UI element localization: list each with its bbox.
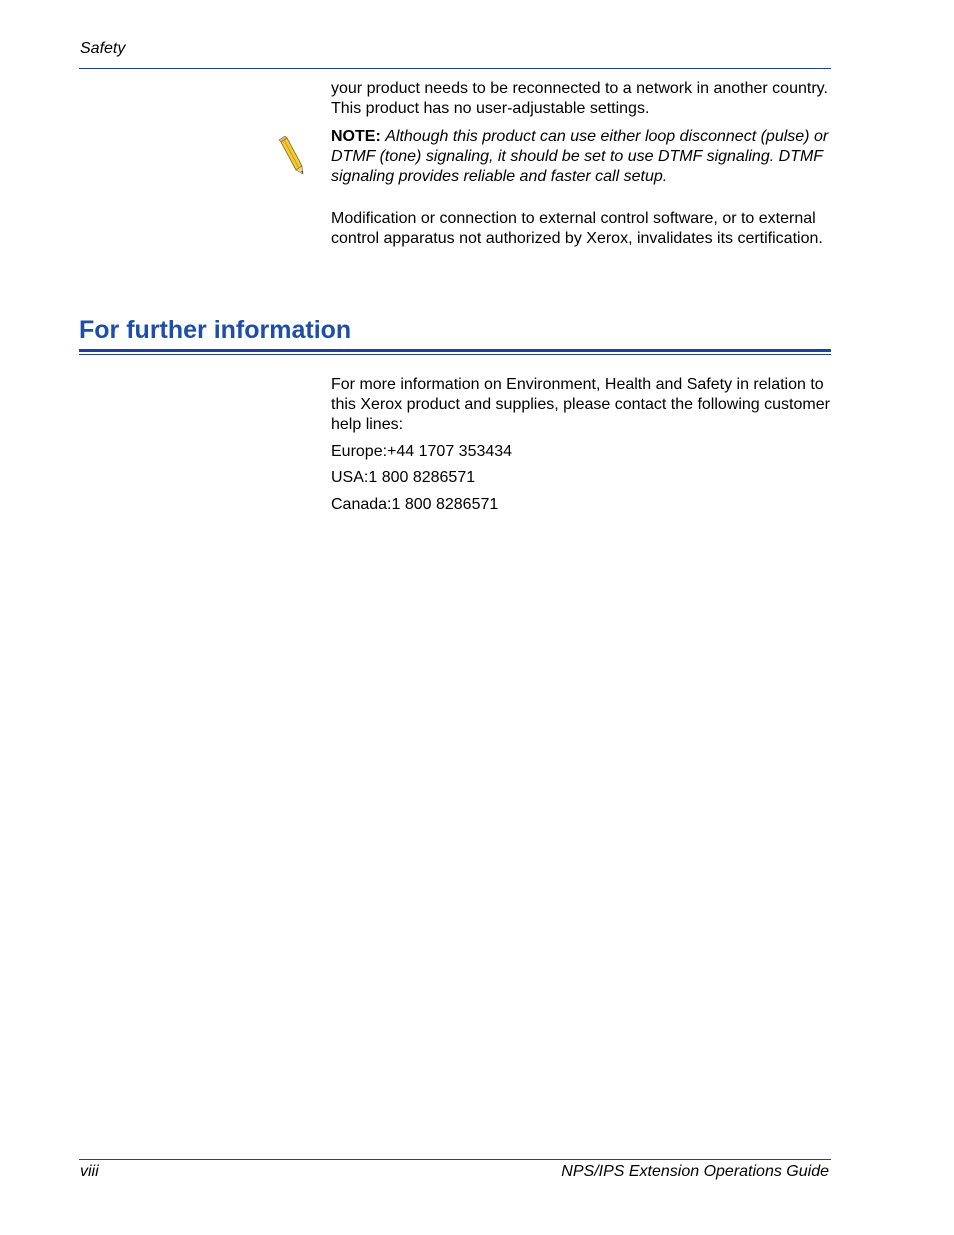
footer-divider [79,1159,831,1160]
modification-block [331,209,831,249]
running-header-section: Safety [80,40,126,57]
contact-canada: Canada:1 800 8286571 [331,496,499,513]
contact-europe: Europe:+44 1707 353434 [331,443,513,460]
heading-divider-thick [79,349,831,352]
note-text: Although this product can use either loop disconnect (pulse) or DTMF (tone) signaling, it should be set to use DTMF signaling. DTMF signaling provides reliable and faster call setup. [331,128,829,185]
note-paragraph [331,127,831,187]
contact-usa: USA:1 800 8286571 [331,469,476,486]
further-info-block [331,375,831,515]
footer-page-number: viii [80,1163,99,1180]
pencil-icon [278,136,308,176]
further-info-intro-paragraph: For more information on Environment, Health and Safety in relation to this Xerox product and supplies, please contact the following customer help lines: [331,376,830,433]
footer-guide-title: NPS/IPS Extension Operations Guide [561,1163,829,1180]
note-label: NOTE: [331,128,381,145]
intro-continuation-block [331,79,831,119]
note-block [331,127,831,187]
section-heading-further-information: For further information [79,316,352,344]
header-divider [79,68,831,69]
intro-continuation-paragraph: your product needs to be reconnected to a network in another country. This product has no user-adjustable settings. [331,80,828,117]
modification-paragraph: Modification or connection to external control software, or to external control apparatus not authorized by Xerox, invalidates its certification. [331,210,823,247]
heading-divider-thin [79,354,831,355]
